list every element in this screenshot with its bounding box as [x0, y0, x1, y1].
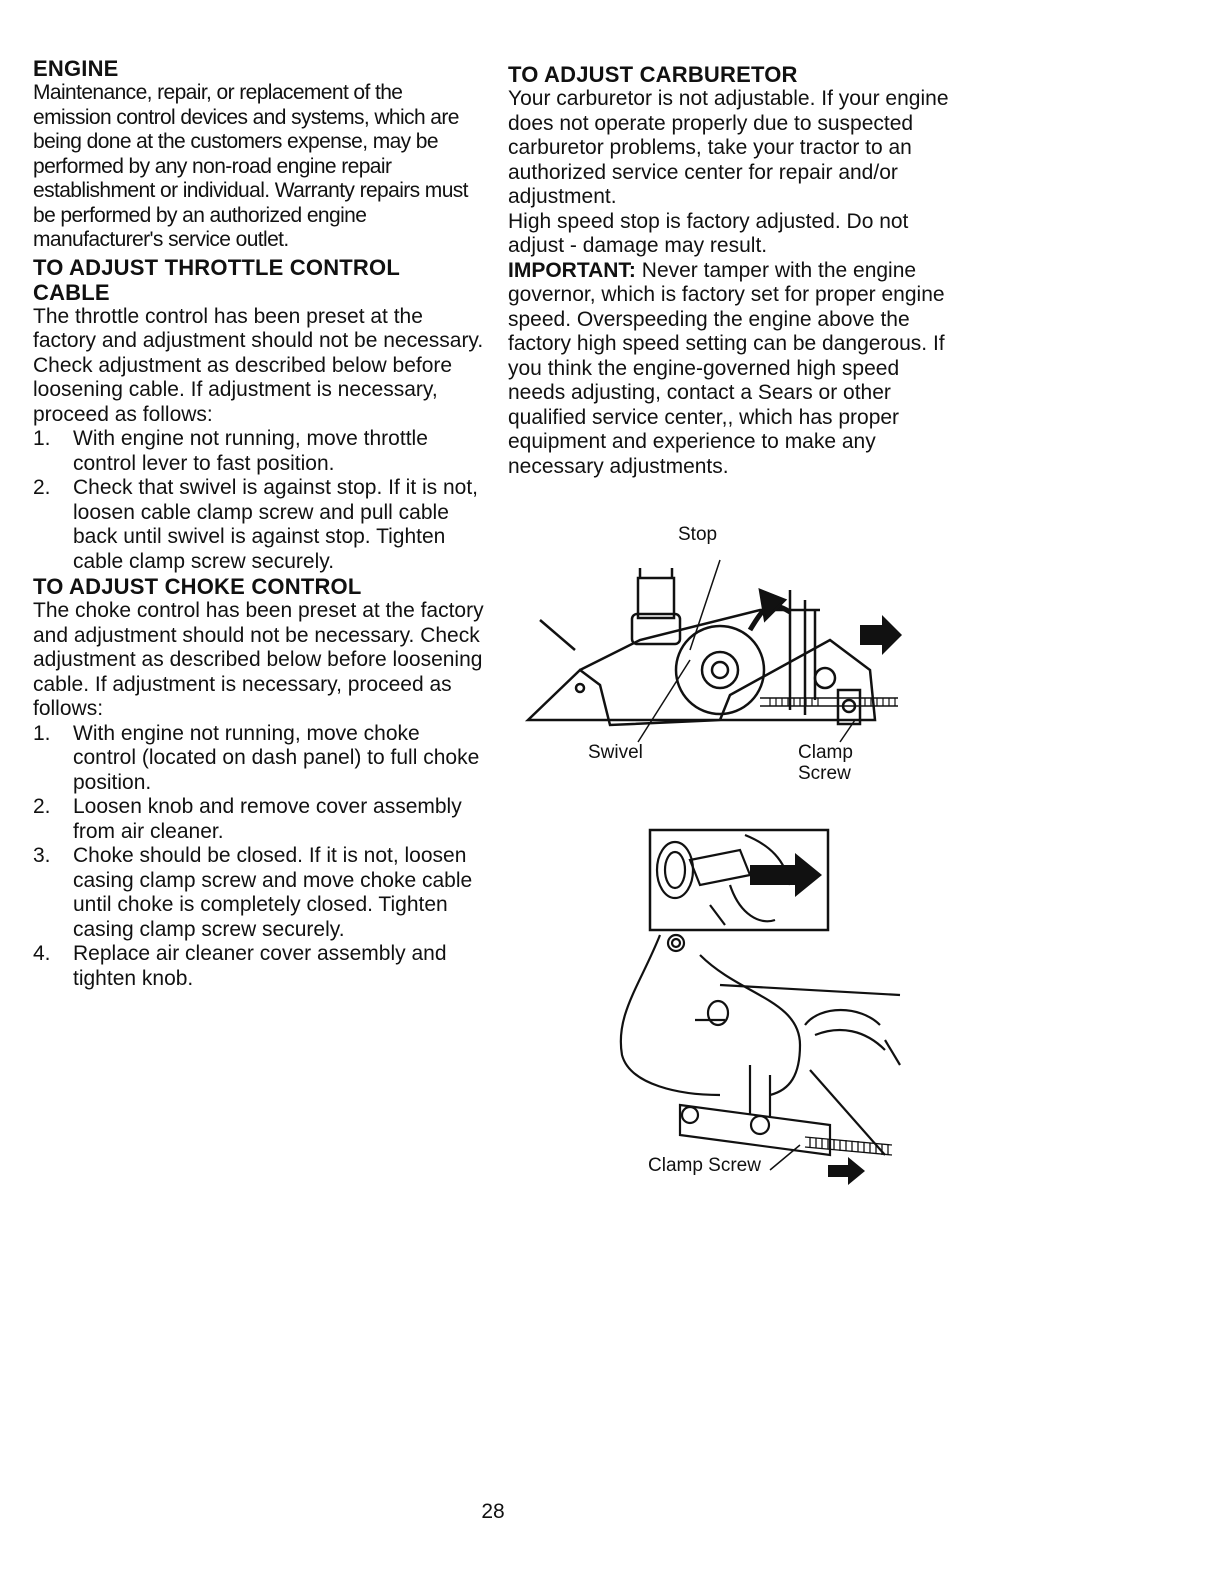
stop-label: Stop [678, 524, 718, 545]
list-item: 1. With engine not running, move choke control (located on dash panel) to full choke position. [33, 721, 480, 794]
choke-diagram [600, 825, 940, 1185]
page-number: 28 [481, 1500, 505, 1523]
throttle-diagram-illustration [520, 520, 920, 790]
throttle-heading: TO ADJUST THROTTLE CONTROL CABLE [33, 254, 400, 305]
carburetor-para1: Your carburetor is not adjustable. If your engine does not operate properly due to suspected carburetor problems, take your tractor to an authorized service center for repair and/or adjustment. [508, 87, 949, 208]
list-item: 4. Replace air cleaner cover assembly and tighten knob. [33, 942, 447, 990]
throttle-steps [33, 427, 485, 574]
list-item: 1. With engine not running, move throttle control lever to fast position. [33, 427, 428, 475]
clamp-label: Clamp [798, 742, 853, 763]
swivel-label: Swivel [588, 742, 643, 763]
important-label: IMPORTANT: [508, 258, 636, 282]
throttle-intro: The throttle control has been preset at the factory and adjustment should not be necessary. Check adjustment as described below before loosening cable. If adjustment is necessary, proceed as follows: [33, 304, 484, 426]
right-column [508, 62, 958, 479]
engine-body: Maintenance, repair, or replacement of the emission control devices and systems, which are being done at the customers expense, may be performed by any non-road engine repair establishment or individual. Warranty repairs must be performed by an authorized engine manufacturer's service outlet. [33, 81, 468, 251]
list-item: 2. Loosen knob and remove cover assembly from air cleaner. [33, 795, 462, 843]
carburetor-para2: High speed stop is factory adjusted. Do not adjust - damage may result. [508, 209, 909, 257]
throttle-diagram [520, 520, 920, 790]
direction-arrow-icon [828, 1157, 865, 1185]
clamp-screw-label: Clamp Screw [648, 1155, 761, 1176]
left-column [33, 56, 485, 991]
carburetor-important [508, 259, 958, 480]
carburetor-heading: TO ADJUST CARBURETOR [508, 62, 798, 87]
important-text: Never tamper with the engine governor, which is factory set for proper engine speed. Overspeeding the engine above the factory high speed setting can be dangerous. If you think the engine-governed high speed needs adjusting, contact a Sears or other qualified service center,, which has proper equipment and experience to make any necessary adjustments. [508, 258, 945, 478]
engine-heading: ENGINE [33, 56, 119, 81]
choke-heading: TO ADJUST CHOKE CONTROL [33, 574, 362, 599]
list-item: 3. Choke should be closed. If it is not, loosen casing clamp screw and move choke cable until choke is completely closed. Tighten casing clamp screw securely. [33, 844, 473, 941]
direction-arrow-icon [860, 615, 902, 655]
choke-intro: The choke control has been preset at the factory and adjustment should not be necessary. Check adjustment as described below before loosening cable. If adjustment is necessary, proceed as follows: [33, 599, 484, 720]
screw-label: Screw [798, 763, 851, 784]
choke-diagram-illustration [600, 825, 940, 1185]
list-item: 2. Check that swivel is against stop. If it is not, loosen cable clamp screw and pull cable back until swivel is against stop. Tighten cable clamp screw securely. [33, 476, 479, 573]
choke-steps [33, 722, 485, 992]
